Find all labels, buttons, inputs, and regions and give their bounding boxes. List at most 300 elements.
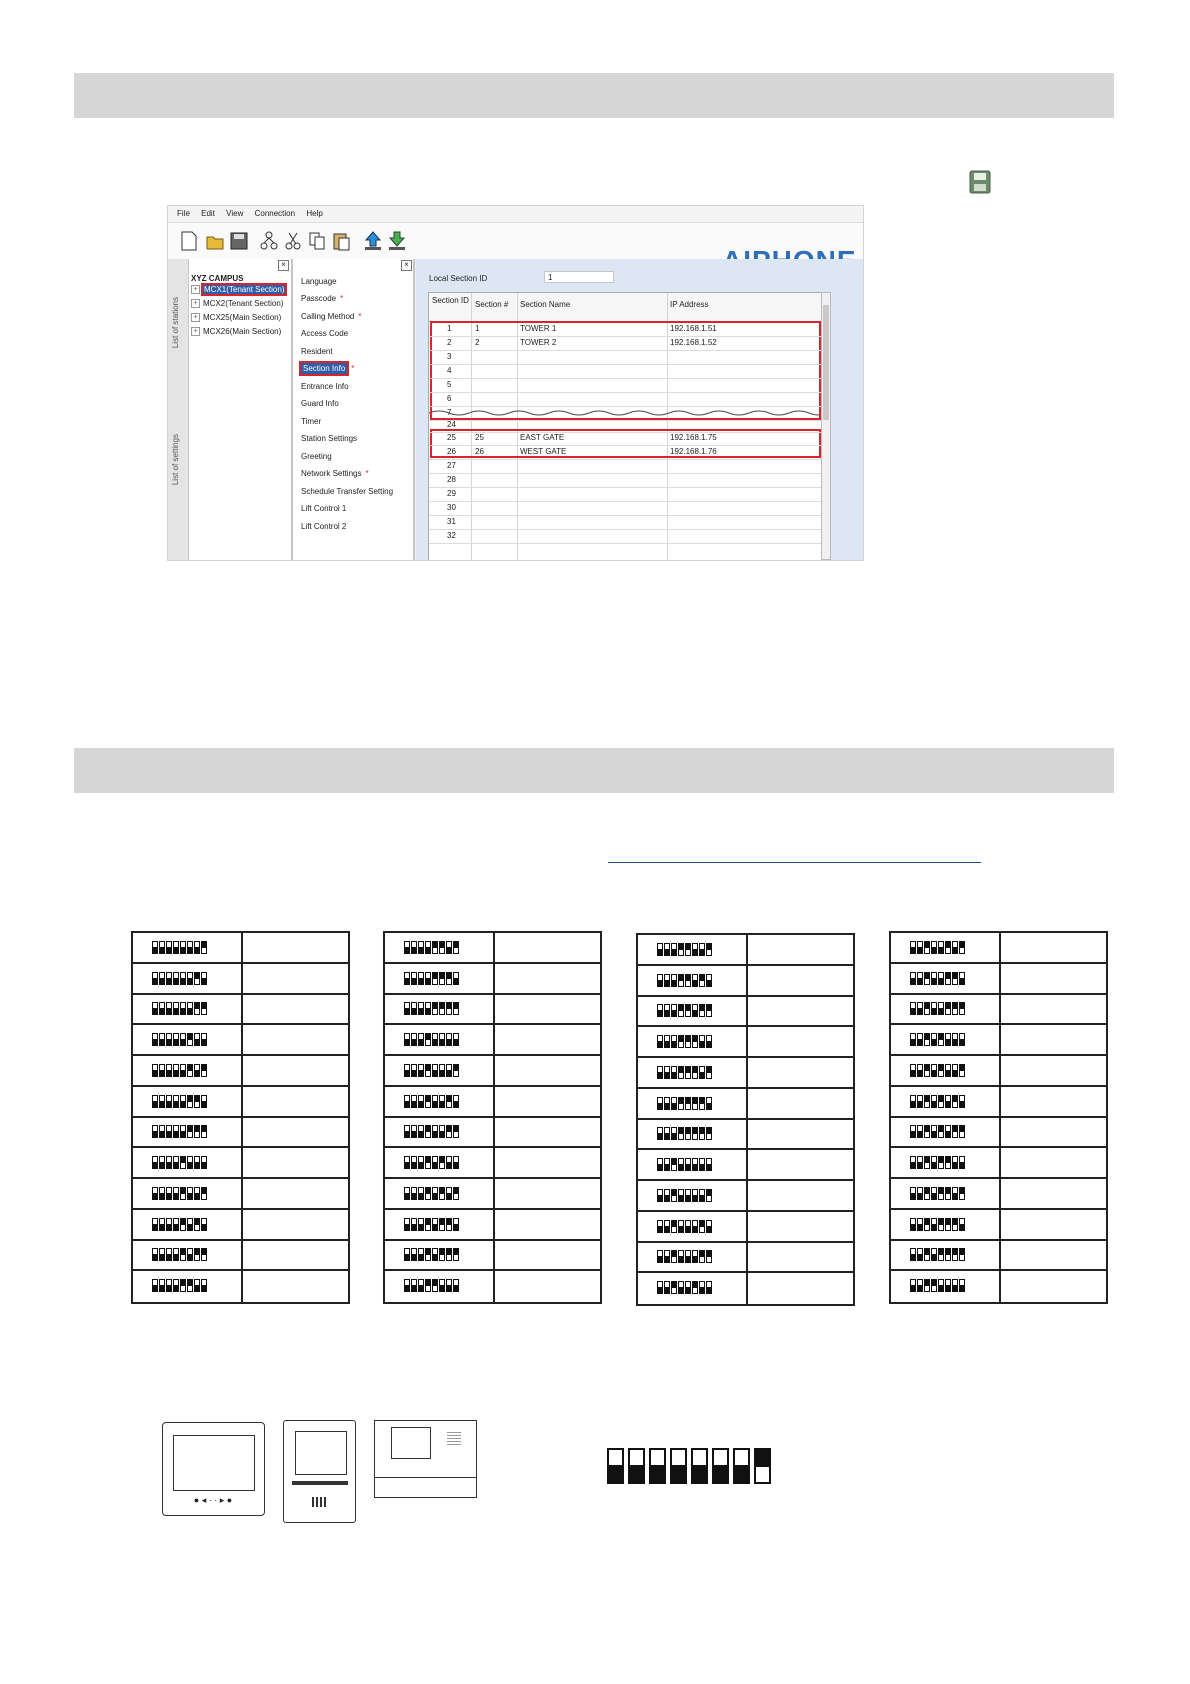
dip-table-row bbox=[891, 1210, 1106, 1241]
dip-cell bbox=[891, 1025, 1001, 1054]
setting-item[interactable]: Resident bbox=[301, 347, 333, 356]
dip-switch bbox=[959, 1095, 965, 1108]
dip-switch bbox=[685, 1004, 691, 1017]
dip-switch bbox=[418, 1033, 424, 1046]
dip-switch bbox=[418, 972, 424, 985]
dip-switch bbox=[671, 1097, 677, 1110]
dip-switch bbox=[404, 1218, 410, 1231]
dip-switch bbox=[411, 1187, 417, 1200]
dip-switch bbox=[187, 1002, 193, 1015]
dip-switch bbox=[425, 1248, 431, 1261]
setting-item[interactable]: Entrance Info bbox=[301, 382, 349, 391]
dip-switch bbox=[699, 1281, 705, 1294]
dip-switch bbox=[152, 1033, 158, 1046]
dip-switch-example bbox=[607, 1448, 771, 1484]
dip-switch bbox=[685, 1066, 691, 1079]
dip-switch bbox=[453, 1002, 459, 1015]
grid-scrollbar[interactable] bbox=[821, 292, 831, 560]
dip-table-row bbox=[133, 933, 348, 964]
dip-cell bbox=[133, 1148, 243, 1177]
dip-switch bbox=[201, 1187, 207, 1200]
dip-switch-group bbox=[657, 1035, 712, 1048]
col-header-section-id: Section ID bbox=[432, 296, 469, 305]
dip-switch bbox=[418, 1187, 424, 1200]
tree-node[interactable]: + MCX1(Tenant Section) bbox=[191, 285, 285, 294]
dip-switch bbox=[194, 1125, 200, 1138]
dip-switch bbox=[404, 1156, 410, 1169]
dip-switch bbox=[201, 1095, 207, 1108]
dip-cell bbox=[891, 964, 1001, 993]
dip-switch bbox=[152, 1156, 158, 1169]
tab-list-of-stations[interactable]: List of stations bbox=[171, 297, 180, 349]
dip-switch bbox=[425, 941, 431, 954]
upload-icon[interactable] bbox=[364, 231, 382, 251]
dip-switch bbox=[706, 1250, 712, 1263]
dip-switch bbox=[678, 1250, 684, 1263]
download-icon[interactable] bbox=[388, 231, 406, 251]
setting-item[interactable]: Lift Control 2 bbox=[301, 522, 347, 531]
dip-switch bbox=[924, 1095, 930, 1108]
dip-switch bbox=[664, 1189, 670, 1202]
dip-switch bbox=[446, 1248, 452, 1261]
dip-switch bbox=[685, 1158, 691, 1171]
dip-table-row bbox=[385, 933, 600, 964]
grid-row[interactable] bbox=[429, 529, 822, 544]
cell-section-num: 2 bbox=[475, 338, 480, 347]
scroll-thumb[interactable] bbox=[823, 305, 829, 420]
dip-switch bbox=[671, 1281, 677, 1294]
dip-cell bbox=[638, 1027, 748, 1056]
setting-item[interactable]: Station Settings bbox=[301, 434, 358, 443]
dip-switch bbox=[418, 941, 424, 954]
menu-edit[interactable]: Edit bbox=[201, 209, 215, 218]
dip-switch bbox=[439, 941, 445, 954]
dip-cell bbox=[133, 1241, 243, 1270]
menu-bar bbox=[168, 206, 863, 223]
setting-item[interactable]: Lift Control 1 bbox=[301, 504, 347, 513]
dip-switch-group bbox=[404, 1279, 459, 1292]
dip-switch bbox=[685, 1035, 691, 1048]
dip-switch bbox=[201, 1218, 207, 1231]
dip-switch bbox=[917, 1248, 923, 1261]
dip-switch bbox=[432, 972, 438, 985]
copy-icon[interactable] bbox=[308, 231, 326, 251]
dip-switch bbox=[678, 1158, 684, 1171]
dip-switch bbox=[685, 1281, 691, 1294]
dip-switch bbox=[678, 1097, 684, 1110]
paste-icon[interactable] bbox=[332, 231, 350, 251]
dip-switch bbox=[670, 1448, 687, 1484]
dip-switch bbox=[733, 1448, 750, 1484]
dip-cell bbox=[385, 964, 495, 993]
dip-switch bbox=[699, 1097, 705, 1110]
dip-table-row bbox=[638, 1027, 853, 1058]
cell-section-name: TOWER 2 bbox=[520, 338, 557, 347]
setting-item[interactable]: Greeting bbox=[301, 452, 332, 461]
tab-list-of-settings[interactable]: List of settings bbox=[171, 434, 180, 486]
dip-cell bbox=[385, 1025, 495, 1054]
dip-switch bbox=[917, 1064, 923, 1077]
dip-switch bbox=[952, 1002, 958, 1015]
dip-switch bbox=[180, 1125, 186, 1138]
dip-switch bbox=[931, 1248, 937, 1261]
dip-switch bbox=[411, 941, 417, 954]
dip-table bbox=[889, 931, 1108, 1304]
setting-item[interactable]: Schedule Transfer Setting bbox=[301, 487, 394, 496]
dip-switch bbox=[685, 1250, 691, 1263]
dip-switch-group bbox=[657, 1189, 712, 1202]
dip-cell bbox=[638, 1150, 748, 1179]
grid-row[interactable] bbox=[429, 501, 822, 516]
dip-switch bbox=[425, 1064, 431, 1077]
grid-row[interactable] bbox=[429, 350, 822, 365]
expand-icon[interactable]: + bbox=[191, 327, 200, 336]
dip-switch bbox=[194, 1248, 200, 1261]
cell-section-id: 3 bbox=[447, 352, 452, 361]
grid-row[interactable] bbox=[429, 473, 822, 488]
dip-switch bbox=[959, 1156, 965, 1169]
dip-switch bbox=[194, 941, 200, 954]
menu-view[interactable]: View bbox=[226, 209, 244, 218]
dip-switch bbox=[404, 1033, 410, 1046]
dip-switch bbox=[671, 1035, 677, 1048]
dip-switch bbox=[938, 1064, 944, 1077]
dip-switch bbox=[692, 1066, 698, 1079]
dip-switch bbox=[180, 1187, 186, 1200]
grid-row[interactable] bbox=[429, 322, 822, 337]
dip-switch bbox=[418, 1095, 424, 1108]
dip-switch bbox=[159, 1002, 165, 1015]
dip-switch bbox=[187, 1218, 193, 1231]
dip-switch bbox=[453, 1279, 459, 1292]
dip-switch bbox=[754, 1448, 771, 1484]
dip-switch-group bbox=[910, 1002, 965, 1015]
setting-item[interactable]: Access Code bbox=[301, 329, 349, 338]
dip-switch bbox=[152, 1125, 158, 1138]
grid-row[interactable] bbox=[429, 515, 822, 530]
dip-switch bbox=[404, 972, 410, 985]
dip-switch bbox=[924, 1125, 930, 1138]
grid-row[interactable] bbox=[429, 336, 822, 351]
dip-switch bbox=[159, 1156, 165, 1169]
dip-switch-group bbox=[152, 1279, 207, 1292]
save-toolbar-icon[interactable] bbox=[230, 231, 248, 251]
dip-switch bbox=[678, 974, 684, 987]
cell-section-id: 30 bbox=[447, 503, 456, 512]
dip-switch bbox=[931, 941, 937, 954]
dip-switch-group bbox=[404, 1064, 459, 1077]
dip-switch bbox=[692, 1035, 698, 1048]
dip-switch bbox=[699, 1066, 705, 1079]
dip-table-row bbox=[638, 1181, 853, 1212]
dip-cell bbox=[133, 933, 243, 962]
grid-row[interactable] bbox=[429, 364, 822, 379]
dip-switch bbox=[411, 1064, 417, 1077]
dip-table-row bbox=[133, 995, 348, 1026]
cell-section-id: 32 bbox=[447, 531, 456, 540]
setting-item[interactable]: Timer bbox=[301, 417, 322, 426]
dip-switch bbox=[180, 1248, 186, 1261]
dip-switch bbox=[173, 1064, 179, 1077]
dip-switch bbox=[152, 1279, 158, 1292]
dip-switch bbox=[685, 1097, 691, 1110]
dip-switch bbox=[917, 1125, 923, 1138]
dip-switch bbox=[425, 1125, 431, 1138]
dip-switch-group bbox=[657, 1066, 712, 1079]
dip-switch bbox=[166, 1064, 172, 1077]
dip-switch bbox=[671, 1127, 677, 1140]
dip-switch bbox=[446, 1156, 452, 1169]
dip-switch bbox=[952, 1248, 958, 1261]
dip-switch bbox=[671, 974, 677, 987]
local-section-id-input[interactable]: 1 bbox=[544, 271, 614, 283]
network-icon[interactable] bbox=[260, 231, 278, 251]
dip-switch bbox=[432, 1064, 438, 1077]
dip-switch bbox=[959, 1064, 965, 1077]
expand-icon[interactable]: + bbox=[191, 313, 200, 322]
dip-switch bbox=[201, 1156, 207, 1169]
dip-switch-group bbox=[152, 1095, 207, 1108]
dip-switch bbox=[425, 1218, 431, 1231]
dip-table-row bbox=[133, 1148, 348, 1179]
dip-switch bbox=[607, 1448, 624, 1484]
dip-switch bbox=[173, 1187, 179, 1200]
dip-switch bbox=[671, 1158, 677, 1171]
dip-switch bbox=[159, 1095, 165, 1108]
dip-cell bbox=[891, 1148, 1001, 1177]
dip-switch bbox=[180, 1279, 186, 1292]
dip-switch bbox=[952, 1064, 958, 1077]
dip-switch bbox=[952, 1279, 958, 1292]
dip-table-row bbox=[638, 997, 853, 1028]
dip-switch bbox=[945, 1064, 951, 1077]
dip-switch bbox=[159, 1218, 165, 1231]
dip-switch bbox=[439, 1187, 445, 1200]
cut-icon[interactable] bbox=[284, 231, 302, 251]
setting-item[interactable]: Guard Info bbox=[301, 399, 339, 408]
dip-switch bbox=[439, 1125, 445, 1138]
dip-switch bbox=[201, 1248, 207, 1261]
dip-cell bbox=[133, 995, 243, 1024]
dip-switch-group bbox=[152, 1248, 207, 1261]
close-icon[interactable]: × bbox=[401, 260, 412, 271]
dip-switch bbox=[166, 1279, 172, 1292]
grid-row[interactable] bbox=[429, 459, 822, 474]
dip-switch bbox=[446, 1033, 452, 1046]
dip-switch bbox=[439, 1064, 445, 1077]
dip-switch bbox=[699, 1004, 705, 1017]
open-folder-icon[interactable] bbox=[206, 231, 224, 251]
setting-item-section-info[interactable]: Section Info * bbox=[303, 364, 355, 373]
station-tree bbox=[189, 259, 293, 560]
dip-switch bbox=[699, 1189, 705, 1202]
cell-section-name: TOWER 1 bbox=[520, 324, 557, 333]
dip-switch bbox=[446, 1095, 452, 1108]
tree-root[interactable]: XYZ CAMPUS bbox=[191, 274, 244, 283]
dip-switch bbox=[952, 1218, 958, 1231]
dip-switch bbox=[425, 1095, 431, 1108]
dip-switch bbox=[166, 1095, 172, 1108]
expand-icon[interactable]: + bbox=[191, 299, 200, 308]
cell-section-id: 7 bbox=[447, 408, 452, 417]
dip-cell bbox=[891, 1118, 1001, 1147]
dip-table-row bbox=[638, 1212, 853, 1243]
dip-switch bbox=[699, 943, 705, 956]
dip-switch bbox=[404, 1125, 410, 1138]
dip-table-row bbox=[133, 1210, 348, 1241]
dip-switch bbox=[446, 1279, 452, 1292]
close-icon[interactable]: × bbox=[278, 260, 289, 271]
dip-switch bbox=[671, 1189, 677, 1202]
dip-switch-group bbox=[404, 1095, 459, 1108]
dip-switch bbox=[685, 943, 691, 956]
dip-switch bbox=[657, 1220, 663, 1233]
dip-switch-group bbox=[657, 974, 712, 987]
dip-table bbox=[636, 933, 855, 1306]
dip-switch bbox=[952, 1095, 958, 1108]
dip-cell bbox=[891, 1087, 1001, 1116]
dip-switch bbox=[938, 1095, 944, 1108]
tree-node[interactable]: + MCX2(Tenant Section) bbox=[191, 299, 283, 308]
dip-switch bbox=[699, 1127, 705, 1140]
dip-switch bbox=[657, 1066, 663, 1079]
dip-switch bbox=[917, 1279, 923, 1292]
dip-switch bbox=[959, 1125, 965, 1138]
dip-switch bbox=[952, 1125, 958, 1138]
dip-switch-group bbox=[657, 1004, 712, 1017]
dip-switch bbox=[678, 1066, 684, 1079]
grid-row[interactable] bbox=[429, 445, 822, 460]
dip-table-row bbox=[891, 1087, 1106, 1118]
dip-switch-group bbox=[657, 1220, 712, 1233]
setting-item[interactable]: Network Settings * bbox=[301, 469, 369, 478]
dip-cell bbox=[385, 1056, 495, 1085]
dip-switch bbox=[411, 1033, 417, 1046]
dip-switch-group bbox=[152, 1156, 207, 1169]
dip-switch bbox=[418, 1279, 424, 1292]
dip-switch bbox=[418, 1218, 424, 1231]
menu-file[interactable]: File bbox=[177, 209, 190, 218]
dip-switch bbox=[931, 1125, 937, 1138]
dip-switch bbox=[180, 941, 186, 954]
dip-cell bbox=[133, 1087, 243, 1116]
expand-icon[interactable]: + bbox=[191, 285, 200, 294]
dip-cell bbox=[385, 1179, 495, 1208]
dip-table-row bbox=[891, 933, 1106, 964]
dip-table-row bbox=[133, 1241, 348, 1272]
menu-help[interactable]: Help bbox=[306, 209, 323, 218]
dip-switch bbox=[418, 1248, 424, 1261]
dip-switch bbox=[678, 1220, 684, 1233]
dip-switch bbox=[910, 1125, 916, 1138]
dip-switch bbox=[418, 1002, 424, 1015]
dip-switch bbox=[931, 1156, 937, 1169]
grid-row[interactable] bbox=[429, 431, 822, 446]
dip-switch bbox=[706, 1127, 712, 1140]
dip-switch bbox=[917, 1002, 923, 1015]
dip-switch bbox=[194, 1187, 200, 1200]
dip-switch-group bbox=[404, 972, 459, 985]
new-file-icon[interactable] bbox=[180, 231, 198, 251]
dip-switch bbox=[446, 1002, 452, 1015]
dip-switch bbox=[404, 1187, 410, 1200]
section-header-band-2 bbox=[74, 748, 1114, 793]
dip-switch bbox=[159, 1279, 165, 1292]
dip-switch bbox=[411, 972, 417, 985]
dip-switch bbox=[910, 1033, 916, 1046]
dip-table-row bbox=[385, 1118, 600, 1149]
dip-switch bbox=[959, 1033, 965, 1046]
dip-switch bbox=[439, 1002, 445, 1015]
dip-switch bbox=[173, 1248, 179, 1261]
dip-switch bbox=[959, 1002, 965, 1015]
dip-switch bbox=[910, 1156, 916, 1169]
dip-switch bbox=[685, 974, 691, 987]
cell-ip-address: 192.168.1.52 bbox=[670, 338, 717, 347]
dip-switch bbox=[706, 1066, 712, 1079]
dip-table-row bbox=[385, 1241, 600, 1272]
dip-switch bbox=[152, 1187, 158, 1200]
cell-section-id: 6 bbox=[447, 394, 452, 403]
dip-switch bbox=[664, 1127, 670, 1140]
dip-switch bbox=[664, 1097, 670, 1110]
dip-switch-group bbox=[910, 1187, 965, 1200]
dip-switch bbox=[439, 1095, 445, 1108]
dip-switch bbox=[432, 1002, 438, 1015]
dip-switch bbox=[945, 1187, 951, 1200]
dip-switch bbox=[418, 1125, 424, 1138]
dip-switch bbox=[678, 1189, 684, 1202]
dip-switch bbox=[194, 1095, 200, 1108]
dip-table-row bbox=[891, 1179, 1106, 1210]
vertical-tabs bbox=[168, 259, 189, 560]
dip-switch bbox=[166, 1218, 172, 1231]
dip-switch bbox=[201, 941, 207, 954]
dip-switch-group bbox=[404, 941, 459, 954]
dip-switch bbox=[180, 972, 186, 985]
menu-connection[interactable]: Connection bbox=[254, 209, 296, 218]
settings-list bbox=[293, 259, 415, 560]
dip-switch bbox=[166, 941, 172, 954]
dip-switch bbox=[692, 943, 698, 956]
setting-item[interactable]: Passcode * bbox=[301, 294, 344, 303]
dip-switch bbox=[152, 1218, 158, 1231]
dip-switch bbox=[664, 1281, 670, 1294]
setting-item[interactable]: Language bbox=[301, 277, 337, 286]
dip-cell bbox=[638, 966, 748, 995]
cell-section-num: 26 bbox=[475, 447, 484, 456]
dip-switch bbox=[152, 941, 158, 954]
dip-cell bbox=[638, 1181, 748, 1210]
dip-switch bbox=[453, 1187, 459, 1200]
link-underline[interactable] bbox=[608, 862, 981, 863]
dip-switch bbox=[152, 972, 158, 985]
tree-node[interactable]: + MCX26(Main Section) bbox=[191, 327, 281, 336]
dip-switch bbox=[187, 1187, 193, 1200]
grid-row[interactable] bbox=[429, 378, 822, 393]
setting-item[interactable]: Calling Method * bbox=[301, 312, 362, 321]
tree-node[interactable]: + MCX25(Main Section) bbox=[191, 313, 281, 322]
grid-row[interactable] bbox=[429, 392, 822, 407]
dip-switch-group bbox=[910, 1248, 965, 1261]
dip-switch bbox=[425, 972, 431, 985]
dip-switch bbox=[404, 1002, 410, 1015]
dip-switch bbox=[664, 1066, 670, 1079]
grid-row[interactable] bbox=[429, 487, 822, 502]
dip-switch-group bbox=[404, 1218, 459, 1231]
dip-switch bbox=[180, 1033, 186, 1046]
dip-switch bbox=[924, 941, 930, 954]
